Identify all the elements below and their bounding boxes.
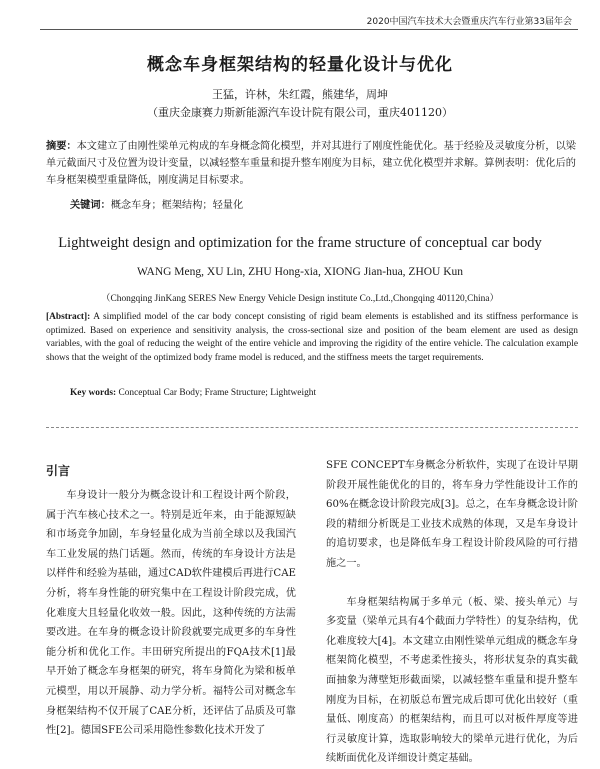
body-paragraph: SFE CONCEPT车身概念分析软件，实现了在设计早期阶段开展性能优化的目的，将车身力学性能设计工作的60%在概念设计阶段完成[3]。总之，在车身概念设计阶段的精细分析既是工业技术成熟的体现，又是车身设计的追切要求，也是降低车身工程设计阶段风险的可行措施之一。	[326, 460, 578, 569]
body-paragraph: 车身设计一般分为概念设计和工程设计两个阶段，属于汽车核心技术之一。特别是近年来，由于能源短缺和市场竞争加剧，车身轻量化成为当前全球以及我国汽车工业发展的热门话题。然而，传统的车身设计方法是以样件和经验为基础，通过CAD软件建模后再进行CAE分析，将车身性能的研究集中在工程设计阶段完成，优化难度大且轻量化收效一般。因此，这种传统的方法需要改进。在车身的概念设计阶段就要完成更多的车身性能分析和优化工作。丰田研究所提出的FQA技术[1]最早开始了概念车身框架的研究，将车身简化为梁和板单元模型，用以开展静、动力学分析。福特公司对概念车身框架结构不仅开展了CAE分析，还评估了品质及可靠性[2]。德国SFE公司采用隐性参数化技术开发了	[46, 490, 296, 737]
english-authors: WANG Meng, XU Lin, ZHU Hong-xia, XIONG Jian-hua, ZHOU Kun	[136, 266, 464, 278]
running-head: 2020中国汽车技术大会暨重庆汽车行业第33届年会	[366, 17, 572, 27]
english-affiliation: （Chongqing JinKang SERES New Energy Vehicle Design institute Co.,Ltd.,Chongqing 401120,China）	[101, 294, 499, 304]
chinese-abstract	[46, 138, 576, 189]
body-column-right	[326, 456, 578, 769]
english-abstract-label: [Abstract]:	[46, 312, 91, 322]
english-keywords-label: Key words:	[70, 388, 117, 398]
english-keywords	[70, 388, 570, 398]
body-column-left	[46, 456, 296, 741]
section-divider	[46, 427, 578, 428]
chinese-keywords	[70, 196, 570, 211]
chinese-authors: 王猛，许林，朱红霞，熊建华，周坤	[212, 88, 388, 101]
section-heading-introduction: 引言	[46, 464, 71, 478]
chinese-keywords-label: 关键词：	[70, 200, 111, 211]
english-title: Lightweight design and optimization for the frame structure of conceptual car body	[58, 235, 542, 251]
english-abstract	[46, 311, 578, 365]
chinese-abstract-label: 摘要：	[46, 141, 77, 152]
paragraph-gap	[326, 574, 578, 593]
english-abstract-text: A simplified model of the car body concept consisting of rigid beam elements is established and its stiffness performance is optimized. Based on experience and sensitivity analysis, the cross-sectional size and position of the beam element are used as design variables, with the goal of reducing the weight of the entire vehicle and improving the rigidity of the entire vehicle. The calculation example shows that the weight of the optimized body frame model is reduced, and the stiffness meets the target requirements.	[46, 312, 578, 363]
chinese-abstract-text: 本文建立了由刚性梁单元构成的车身概念简化模型，并对其进行了刚度性能优化。基于经验及灵敏度分析，以梁单元截面尺寸及位置为设计变量，以减轻整车重量和提升整车刚度为目标，建立优化模型并求解。算例表明：优化后的车身框架模型重量降低，刚度满足目标要求。	[46, 141, 576, 186]
body-paragraph: 车身框架结构属于多单元（板、梁、接头单元）与多変量（梁单元具有4个截面力学特性）的复杂结构，优化难度较大[4]。本文建立由刚性梁单元组成的概念车身框架简化模型，不考虑柔性接头，将形状复杂的真实截面抽象为薄壁矩形截面梁，以减轻整车重量和提升整车刚度为目标，在初版总布置完成后即可优化出较好（重量低、刚度高）的框架结构，而且可以对板件厚度等进行灵敏度计算，选取影响较大的梁单元进行优化，为后续断面优化及详细设计奠定基础。	[326, 596, 578, 765]
english-keywords-text: Conceptual Car Body; Frame Structure; Lightweight	[116, 388, 317, 398]
header-rule	[40, 29, 578, 30]
chinese-affiliation: （重庆金康赛力斯新能源汽车设计院有限公司，重庆401120）	[147, 106, 453, 119]
chinese-keywords-text: 概念车身；框架结构；轻量化	[110, 200, 244, 211]
chinese-title: 概念车身框架结构的轻量化设计与优化	[147, 55, 453, 75]
